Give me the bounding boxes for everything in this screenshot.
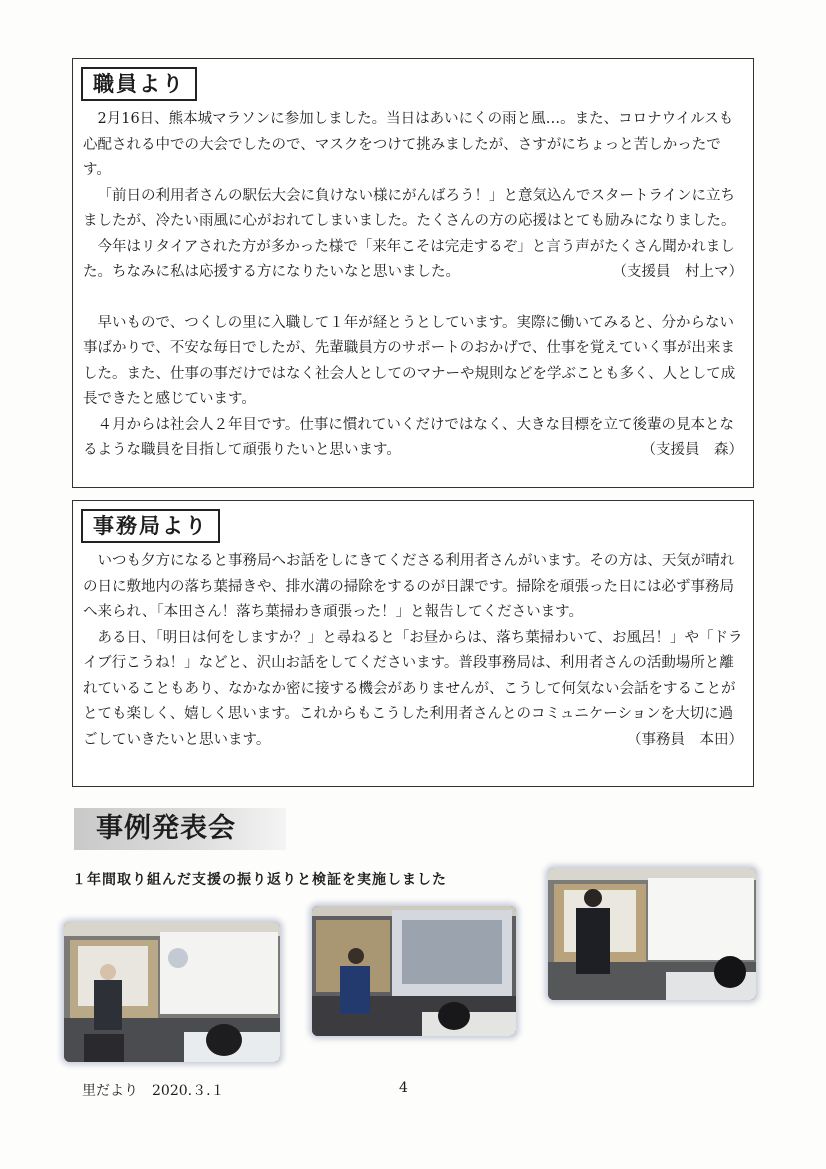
office-section bbox=[72, 500, 754, 787]
footer-page-number: 4 bbox=[399, 1080, 408, 1096]
footer-newsletter-date: 里だより 2020.３.１ bbox=[82, 1083, 225, 1099]
office-signature: （事務員 本田） bbox=[627, 731, 743, 748]
office-paragraph-2 bbox=[83, 626, 743, 754]
presentation-photo-3-image bbox=[548, 868, 756, 1000]
staff-signature-2: （支援員 森） bbox=[641, 442, 743, 458]
office-section-body bbox=[83, 549, 743, 753]
staff-section bbox=[72, 58, 754, 488]
staff-paragraph-3-text: 今年はリタイアされた方が多かった様で「来年こそは完走するぞ」と言う声がたくさん聞かれました。ちなみに私は応援する方になりたいなと思いました。 bbox=[83, 238, 735, 280]
office-paragraph-1: いつも夕方になると事務局へお話をしにきてくださる利用者さんがいます。その方は、天気が晴れの日に敷地内の落ち葉掃きや、排水溝の掃除をするのが日課です。掃除を頑張った日には必ず事務局へ来られ、「本田さん！落ち葉掃わき頑張った！」と報告してくださいます。 bbox=[83, 553, 735, 620]
staff-paragraph-1: 2月16日、熊本城マラソンに参加しました。当日はあいにくの雨と風…。また、コロナウイルスも心配される中での大会でしたので、マスクをつけて挑みましたが、さすがにちょっと苦しかったです。 bbox=[83, 111, 734, 178]
staff-paragraph-3 bbox=[83, 235, 743, 286]
staff-paragraph-4: 早いもので、つくしの里に入職して１年が経とうとしています。実際に働いてみると、分からない事ばかりで、不安な毎日でしたが、先輩職員方のサポートのおかげで、仕事を覚えていく事が出来ました。また、仕事の事だけではなく社会人としてのマナーや規則などを学ぶことも多く、人として成長できたと感じています。 bbox=[83, 314, 736, 407]
staff-paragraph-2: 「前日の利用者さんの駅伝大会に負けない様にがんばろう！」と意気込んでスタートラインに立ちましたが、冷たい雨風に心がおれてしまいました。たくさんの方の応援はとても励みになりました。 bbox=[83, 187, 736, 229]
staff-signature-1: （支援員 村上マ） bbox=[612, 264, 743, 280]
case-section-title: 事例発表会 bbox=[74, 808, 286, 850]
staff-paragraph-5-text: ４月からは社会人２年目です。仕事に慣れていくだけではなく、大きな目標を立て後輩の見本となるような職員を目指して頑張りたいと思います。 bbox=[83, 416, 735, 458]
presentation-photo-2-image bbox=[312, 906, 516, 1036]
staff-section-body bbox=[83, 107, 743, 464]
office-paragraph-2-text: ある日、「明日は何をしますか？」と尋ねると「お昼からは、落ち葉掃わいて、お風呂！」や「ドライブ行こうね！」などと、沢山お話をしてくださいます。普段事務局は、利用者さんの活動場所と離れていることもあり、なかなか密に接する機会がありませんが、こうして何気ない会話をすることがとても楽しく、嬉しく思います。これからもこうした利用者さんとのコミュニケーションを大切に過ごしていきたいと思います。 bbox=[83, 629, 743, 748]
case-section-subtitle: １年間取り組んだ支援の振り返りと検証を実施しました bbox=[72, 872, 447, 888]
presentation-photo-1-image bbox=[64, 922, 280, 1062]
office-section-heading: 事務局より bbox=[81, 509, 220, 543]
staff-paragraph-5 bbox=[83, 413, 743, 464]
presentation-photo-2 bbox=[312, 906, 516, 1036]
presentation-photo-3 bbox=[548, 868, 756, 1000]
presentation-photo-1 bbox=[64, 922, 280, 1062]
staff-section-heading: 職員より bbox=[81, 67, 197, 101]
